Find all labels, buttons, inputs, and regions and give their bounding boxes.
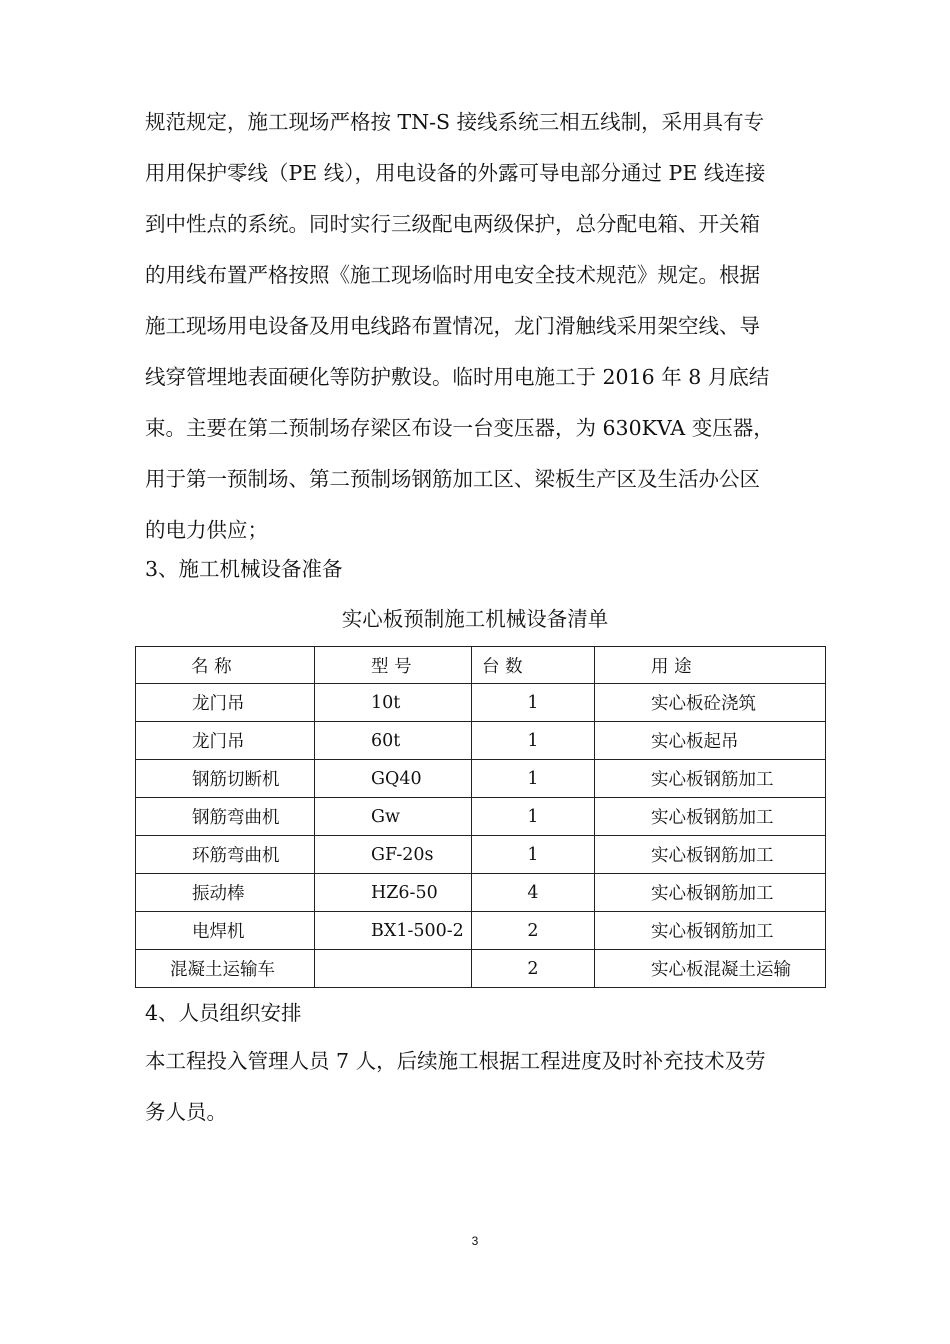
- cell-usage: 实心板砼浇筑: [595, 684, 826, 722]
- cell-model: GQ40: [315, 760, 472, 798]
- cell-model: 10t: [315, 684, 472, 722]
- page-number: 3: [471, 1234, 479, 1248]
- text-line: 规范规定，施工现场严格按 TN-S 接线系统三相五线制，采用具有专: [145, 110, 765, 134]
- cell-name: 电焊机: [136, 912, 315, 950]
- table-header-row: [136, 647, 826, 684]
- cell-usage: 实心板混凝土运输: [595, 950, 826, 988]
- equipment-table: [135, 646, 826, 988]
- text-line: 务人员。: [145, 1100, 227, 1124]
- table-row: [136, 874, 826, 912]
- table-row: [136, 836, 826, 874]
- cell-model: [315, 950, 472, 988]
- cell-model: GF-20s: [315, 836, 472, 874]
- cell-usage: 实心板起吊: [595, 722, 826, 760]
- cell-usage: 实心板钢筋加工: [595, 836, 826, 874]
- table-row: [136, 760, 826, 798]
- cell-quantity: 1: [472, 798, 595, 836]
- cell-usage: 实心板钢筋加工: [595, 798, 826, 836]
- header-cell-quantity: 台 数: [472, 647, 595, 684]
- cell-quantity: 1: [472, 836, 595, 874]
- text-line: 线穿管埋地表面硬化等防护敷设。临时用电施工于 2016 年 8 月底结: [145, 365, 770, 389]
- cell-name: 龙门吊: [136, 722, 315, 760]
- text-line: 的用线布置严格按照《施工现场临时用电安全技术规范》规定。根据: [145, 263, 760, 287]
- cell-usage: 实心板钢筋加工: [595, 874, 826, 912]
- cell-name: 环筋弯曲机: [136, 836, 315, 874]
- text-line: 本工程投入管理人员 7 人，后续施工根据工程进度及时补充技术及劳: [145, 1049, 766, 1073]
- section-heading-equipment: 3、施工机械设备准备: [145, 557, 343, 581]
- cell-usage: 实心板钢筋加工: [595, 912, 826, 950]
- table-row: [136, 798, 826, 836]
- body-paragraph-staffing: [145, 1036, 835, 1138]
- table-row: [136, 950, 826, 988]
- table-row: [136, 722, 826, 760]
- header-cell-name: 名 称: [136, 647, 315, 684]
- cell-quantity: 2: [472, 912, 595, 950]
- text-line: 施工现场用电设备及用电线路布置情况，龙门滑触线采用架空线、导: [145, 314, 760, 338]
- cell-quantity: 4: [472, 874, 595, 912]
- text-line: 用用保护零线（PE 线），用电设备的外露可导电部分通过 PE 线连接: [145, 161, 766, 185]
- table-title: 实心板预制施工机械设备清单: [341, 607, 609, 631]
- cell-model: BX1-500-2: [315, 912, 472, 950]
- cell-name: 龙门吊: [136, 684, 315, 722]
- cell-quantity: 2: [472, 950, 595, 988]
- text-line: 的电力供应；: [145, 518, 268, 542]
- cell-model: Gw: [315, 798, 472, 836]
- table-row: [136, 912, 826, 950]
- cell-model: 60t: [315, 722, 472, 760]
- cell-quantity: 1: [472, 760, 595, 798]
- cell-name: 振动棒: [136, 874, 315, 912]
- header-cell-usage: 用 途: [595, 647, 826, 684]
- cell-model: HZ6-50: [315, 874, 472, 912]
- text-line: 到中性点的系统。同时实行三级配电两级保护，总分配电箱、开关箱: [145, 212, 760, 236]
- section-heading-staffing: 4、人员组织安排: [145, 1001, 302, 1025]
- header-cell-model: 型 号: [315, 647, 472, 684]
- cell-quantity: 1: [472, 684, 595, 722]
- text-line: 束。主要在第二预制场存梁区布设一台变压器，为 630KVA 变压器，: [145, 416, 774, 440]
- text-line: 用于第一预制场、第二预制场钢筋加工区、梁板生产区及生活办公区: [145, 467, 760, 491]
- cell-name: 混凝土运输车: [136, 950, 315, 988]
- table-row: [136, 684, 826, 722]
- cell-quantity: 1: [472, 722, 595, 760]
- cell-name: 钢筋切断机: [136, 760, 315, 798]
- body-paragraph-power: [145, 97, 835, 556]
- cell-name: 钢筋弯曲机: [136, 798, 315, 836]
- cell-usage: 实心板钢筋加工: [595, 760, 826, 798]
